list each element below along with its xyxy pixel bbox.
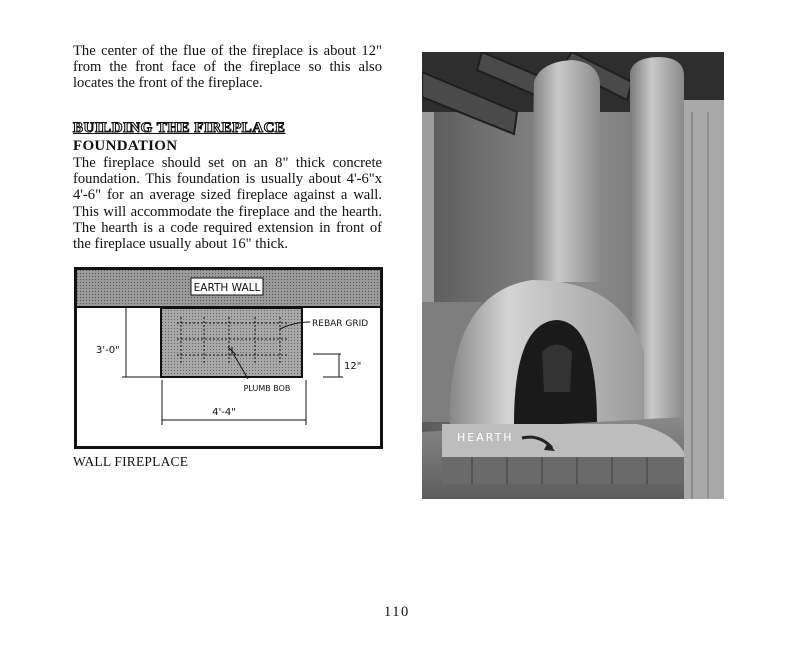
intro-paragraph: The center of the flue of the fireplace is about 12" from the front face of the fireplace so this also locates the front of the fireplace. (73, 43, 382, 92)
foundation-paragraph: The fireplace should set on an 8" thick concrete foundation. This foundation is usually about 4'-6"x 4'-6" for an average sized fireplace against a wall. This will accommodate the fireplace and the hearth. The hearth is a code required extension in front of the fireplace usually about 16" thick. (73, 155, 382, 253)
rebar-grid-label: REBAR GRID (312, 319, 369, 329)
earth-wall-label: EARTH WALL (193, 282, 261, 294)
flue-column (530, 60, 600, 282)
sub-heading: FOUNDATION (73, 138, 178, 154)
figure-caption: WALL FIREPLACE (73, 454, 189, 469)
plumb-bob-label: PLUMB BOB (243, 384, 291, 393)
fireplace-photo (422, 52, 724, 499)
offset-dimension-label: 12" (344, 361, 362, 372)
width-dimension-label: 4'-4" (212, 407, 236, 418)
depth-dimension-label: 3'-0" (96, 345, 120, 356)
hearth-label: HEARTH (457, 431, 514, 444)
page-number: 110 (384, 604, 410, 620)
section-heading: BUILDING THE FIREPLACE (73, 120, 286, 136)
wall-fireplace-diagram (74, 267, 383, 449)
foundation-slab (161, 308, 302, 377)
